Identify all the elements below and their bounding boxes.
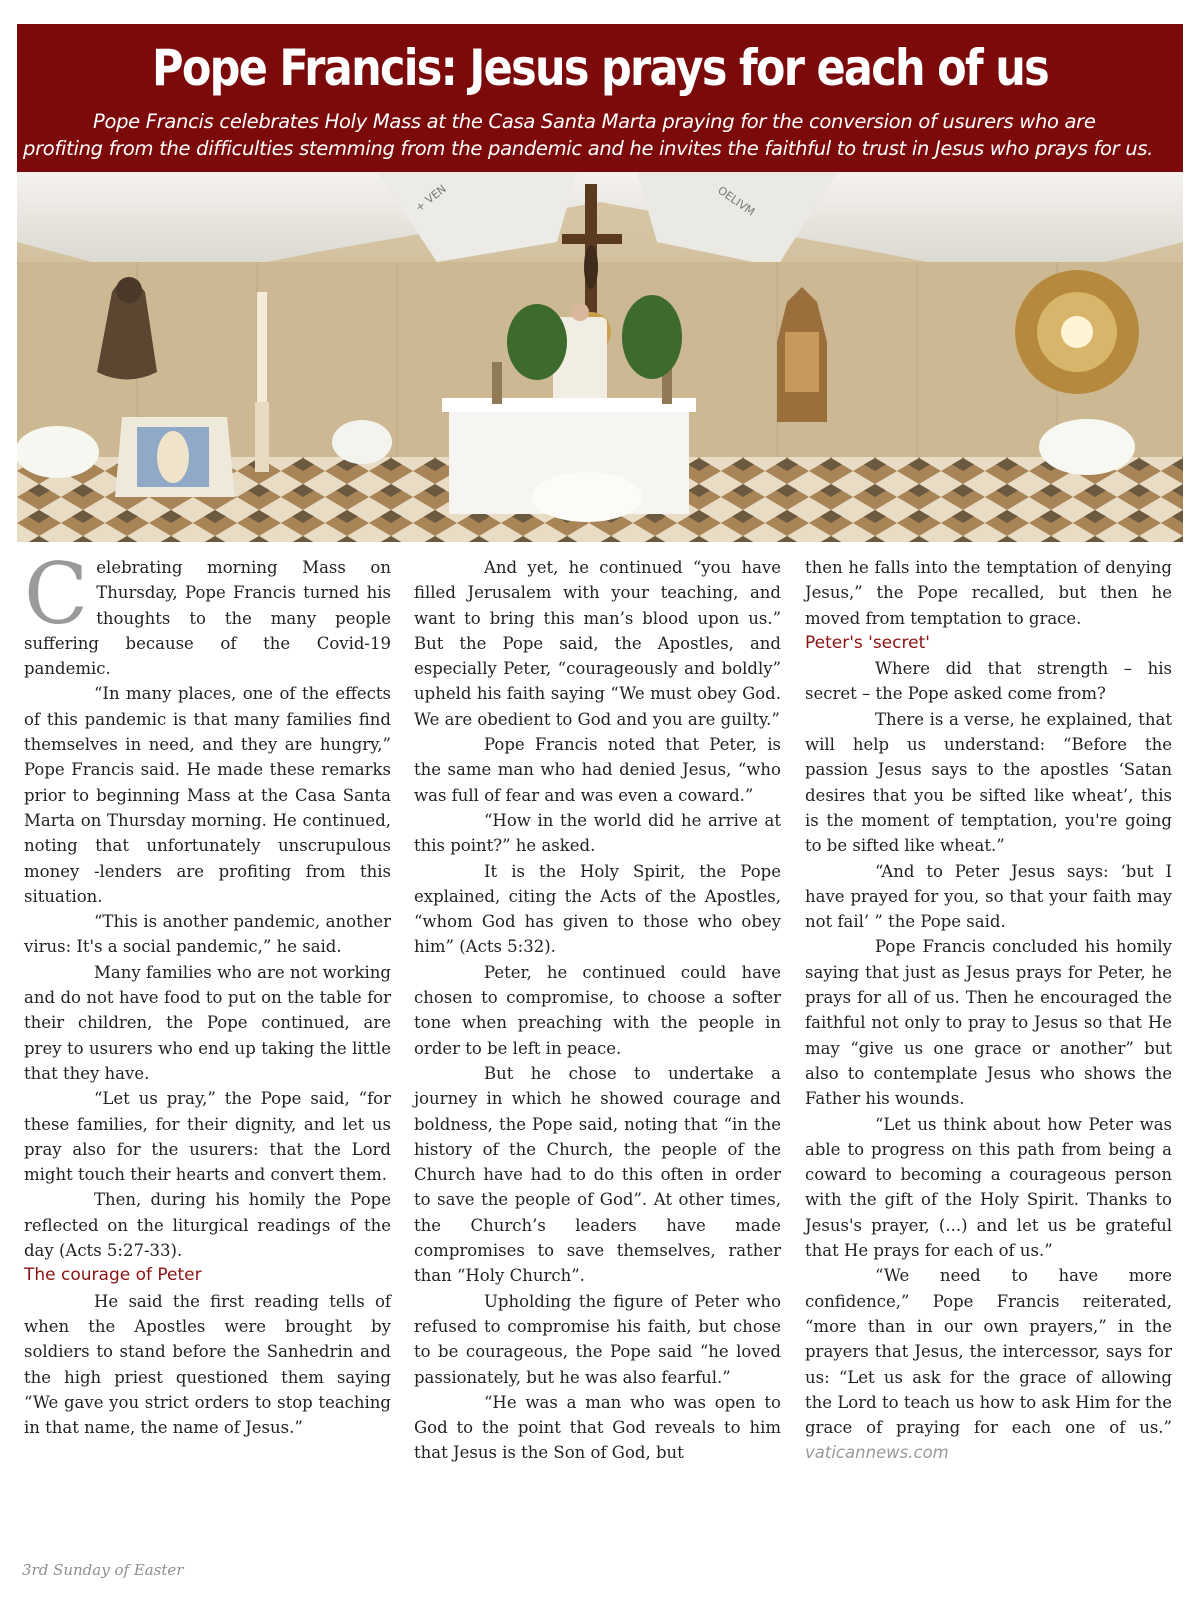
paragraph: Then, during his homily the Pope reflected on the liturgical readings of the day (Acts 5:27-33).: [24, 1190, 391, 1261]
paragraph: Many families who are not working and do not have food to put on the table for their children, the Pope continued, are prey to usurers who end up taking the little that they have.: [24, 962, 391, 1083]
paragraph: Where did that strength – his secret – the Pope asked come from?: [805, 659, 1172, 704]
paragraph: Pope Francis noted that Peter, is the same man who had denied Jesus, “who was full of fear and was even a coward.”: [414, 735, 781, 805]
paragraph: “This is another pandemic, another virus: It's a social pandemic,” he said.: [24, 912, 391, 957]
svg-text:OELIVM: OELIVM: [715, 183, 758, 219]
paragraph: “How in the world did he arrive at this point?” he asked.: [414, 810, 781, 856]
paragraph-with-source: [805, 1263, 1172, 1465]
paragraph: “He was a man who was open to God to the point that God reveals to him that Jesus is the Son of God, but: [414, 1392, 781, 1463]
section-heading: The courage of Peter: [24, 1265, 202, 1286]
chapel-illustration: [17, 172, 1183, 542]
dropcap-letter: C: [24, 545, 89, 643]
paragraph: “Let us think about how Peter was able to progress on this path from being a coward to becoming a courageous person with the gift of the Holy Spirit. Thanks to Jesus's prayer, (...) and let us be grateful that He prays for each of us.”: [805, 1114, 1172, 1261]
paragraph: He said the first reading tells of when the Apostles were brought by soldiers to stand before the Sanhedrin and the high priest questioned them saying “We gave you strict orders to stop teaching in that name, the name of Jesus.”: [24, 1291, 391, 1438]
paragraph: There is a verse, he explained, that will help us understand: “Before the passion Jesus says to the apostles ‘Satan desires that you be sifted like wheat’, this is the moment of temptation, you're going to be sifted like wheat.”: [805, 709, 1172, 856]
page-footer: 3rd Sunday of Easter: [22, 1561, 184, 1579]
paragraph: Upholding the figure of Peter who refused to compromise his faith, but chose to be courageous, the Pope said “he loved passionately, but he was also fearful.”: [414, 1291, 781, 1387]
paragraph: “Let us pray,” the Pope said, “for these families, for their dignity, and let us pray also for the usurers: that the Lord might touch their hearts and convert them.: [24, 1089, 391, 1185]
headline-banner: [17, 24, 1183, 172]
paragraph: then he falls into the temptation of denying Jesus,” the Pope recalled, but then he moved from temptation to grace.: [805, 558, 1172, 628]
article-column-1: [24, 545, 391, 1440]
source-credit: vaticannews.com: [805, 1443, 949, 1463]
paragraph: And yet, he continued “you have filled Jerusalem with your teaching, and want to bring this man’s blood upon us.” But the Pope said, the Apostles, and especially Peter, “courageously and boldly” upheld his faith saying “We must obey God. We are obedient to God and you are guilty.”: [414, 558, 781, 729]
subtitle: Pope Francis celebrates Holy Mass at the Casa Santa Marta praying for the conversion of usurers who are profiting from the difficulties stemming from the pandemic and he invites the faithful to trust in Jesus who prays for us.: [23, 110, 1154, 160]
article-column-2: [414, 555, 781, 1466]
paragraph: But he chose to undertake a journey in which he showed courage and boldness, the Pope said, noting that “in the history of the Church, the people of the Church have had to do this often in order to save the people of God”. At other times, the Church’s leaders have made compromises to save themselves, rather than “Holy Church”.: [414, 1063, 781, 1286]
paragraph: “In many places, one of the effects of this pandemic is that many families find themselves in need, and they are hungry,” Pope Francis said. He made these remarks prior to beginning Mass at the Casa Santa Marta on Thursday morning. He continued, noting that unfortunately unscrupulous money -lenders are profiting from this situation.: [24, 684, 391, 906]
paragraph: Peter, he continued could have chosen to compromise, to choose a softer tone when preaching with the people in order to be left in peace.: [414, 962, 781, 1058]
svg-text:+ VEN: + VEN: [412, 182, 449, 215]
paragraph-text: “We need to have more confidence,” Pope Francis reiterated, “more than in our own prayers,” in the prayers that Jesus, the intercessor, says for us: “Let us ask for the grace of allowing the Lord to teach us how to ask Him for the grace of praying for each one of us.”: [805, 1266, 1172, 1438]
article-column-3: [805, 555, 1172, 1466]
paragraph: elebrating morning Mass on Thursday, Pope Francis turned his thoughts to the many people suffering because of the Covid-19 pandemic.: [24, 558, 391, 679]
paragraph: “And to Peter Jesus says: ‘but I have prayed for you, so that your faith may not fail’ ” the Pope said.: [805, 861, 1172, 932]
paragraph: It is the Holy Spirit, the Pope explained, citing the Acts of the Apostles, “whom God has given to those who obey him” (Acts 5:32).: [414, 861, 781, 957]
paragraph: Pope Francis concluded his homily saying that just as Jesus prays for Peter, he prays for all of us. Then he encouraged the faithful not only to pray to Jesus so that He may “give us one grace or another” but also to contemplate Jesus who shows the Father his wounds.: [805, 937, 1172, 1109]
section-heading: Peter's 'secret': [805, 632, 930, 653]
headline: Pope Francis: Jesus prays for each of us: [152, 39, 1048, 97]
chapel-photo: [17, 172, 1183, 542]
